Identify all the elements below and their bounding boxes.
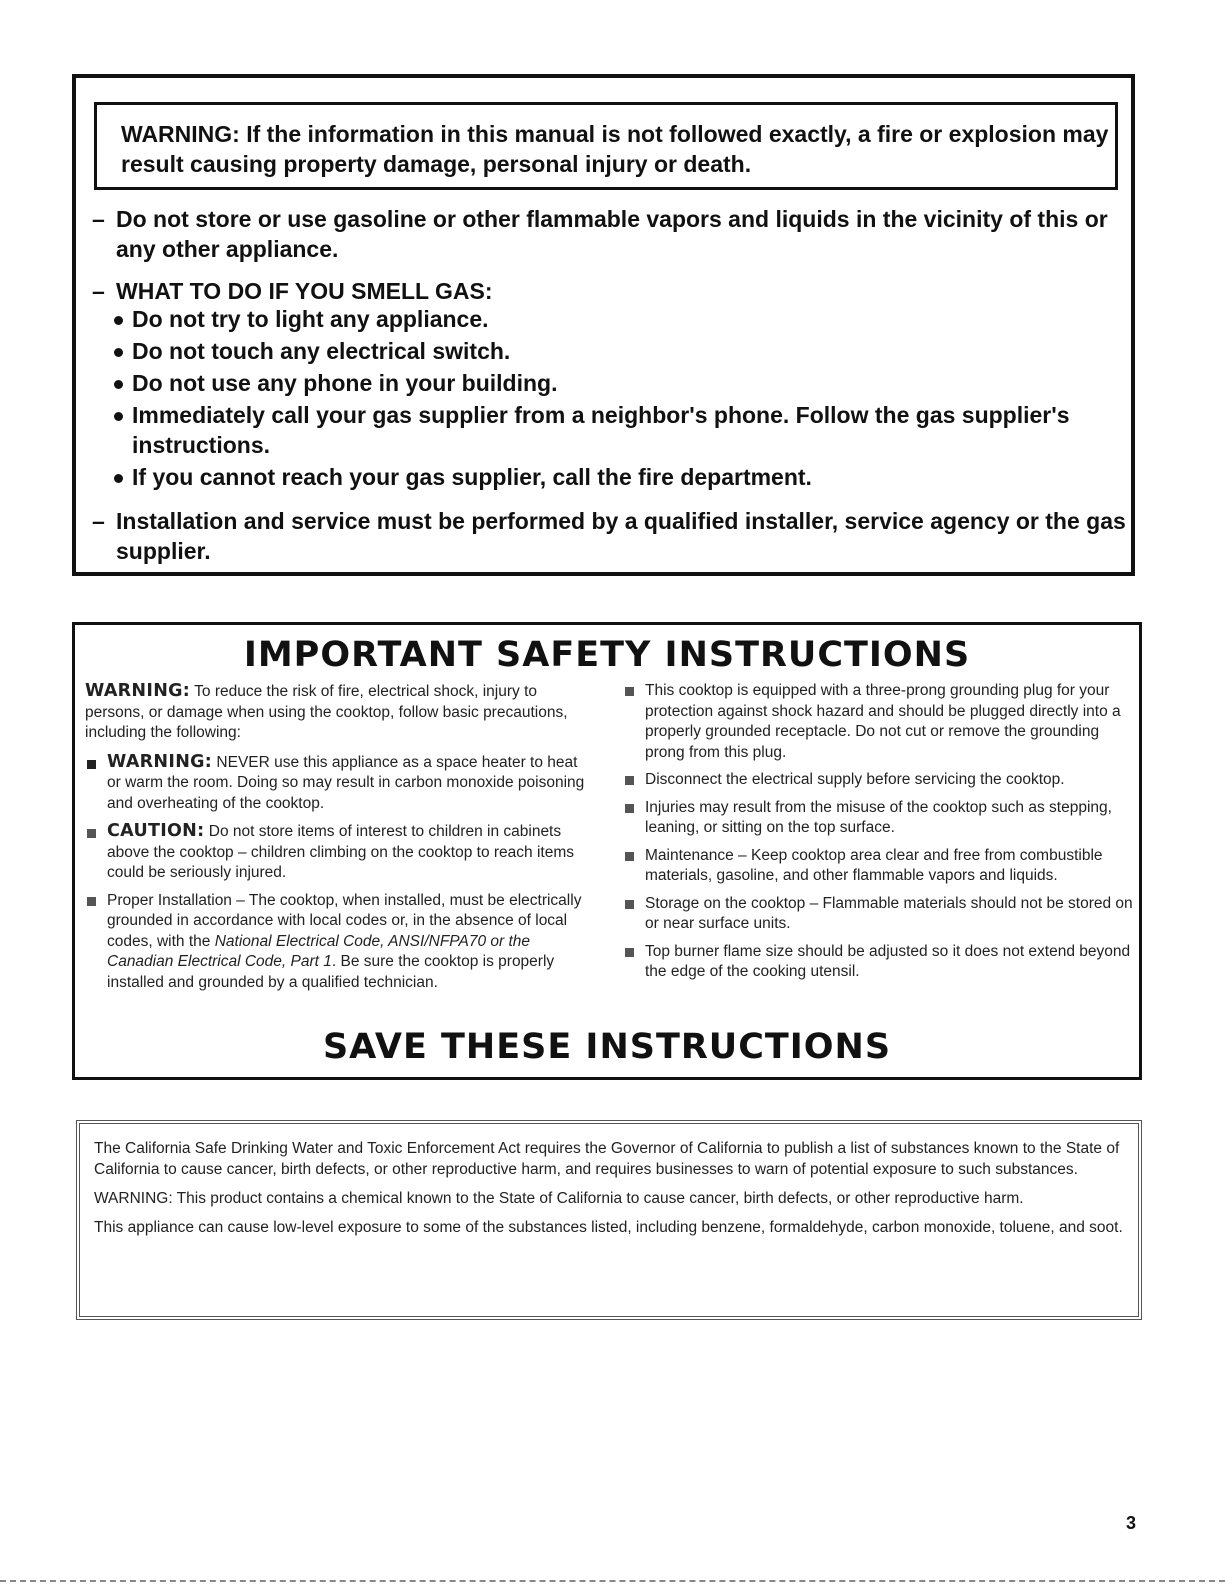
list-item: Maintenance – Keep cooktop area clear and free from combustible materials, gasoline, and other flammable vapors and liquids. (623, 846, 1133, 887)
safety-title: IMPORTANT SAFETY INSTRUCTIONS (243, 635, 971, 675)
bullet-icon (114, 474, 123, 483)
prop65-paragraph: The California Safe Drinking Water and Toxic Enforcement Act requires the Governor of California to publish a list of substances known to the State of California to cause cancer, birth defects, or other reproductive harm, and requires businesses to warn of potential exposure to such substances. (94, 1140, 1120, 1178)
square-bullet-icon (625, 900, 634, 909)
dash-item-text: Installation and service must be performed by a qualified installer, service agency or the gas supplier. (116, 508, 1126, 564)
list-item: Immediately call your gas supplier from a neighbor's phone. Follow the gas supplier's instructions. (92, 400, 1132, 460)
bullet-icon (114, 380, 123, 389)
square-bullet-icon (625, 804, 634, 813)
safety-intro: WARNING: To reduce the risk of fire, electrical shock, injury to persons, or damage when using the cooktop, follow basic precautions, including the following: (85, 681, 568, 741)
dash-item: – WHAT TO DO IF YOU SMELL GAS: (92, 278, 493, 304)
square-bullet-icon (625, 852, 634, 861)
list-item: Disconnect the electrical supply before servicing the cooktop. (623, 770, 1133, 791)
prop65-notice (76, 1120, 1142, 1320)
safety-instructions-box (72, 622, 1142, 1080)
dash-item-text: Do not store or use gasoline or other flammable vapors and liquids in the vicinity of this or any other appliance. (116, 206, 1108, 262)
list-item: Storage on the cooktop – Flammable materials should not be stored on or near surface units. (623, 894, 1133, 935)
square-bullet-icon (625, 948, 634, 957)
list-item: If you cannot reach your gas supplier, call the fire department. (92, 462, 1132, 492)
page-bottom-rule (0, 1580, 1225, 1582)
gas-warning-body (92, 204, 1132, 578)
list-item: Do not touch any electrical switch. (92, 336, 1132, 366)
dash-item: – Do not store or use gasoline or other flammable vapors and liquids in the vicinity of this or any other appliance. (92, 206, 1108, 262)
gas-warning-headline: WARNING: If the information in this manual is not followed exactly, a fire or explosion may result causing property damage, personal injury or death. (94, 102, 1118, 190)
square-bullet-icon (625, 687, 634, 696)
square-bullet-icon (87, 829, 96, 838)
list-item: Do not use any phone in your building. (92, 368, 1132, 398)
safety-right-column (623, 681, 1133, 990)
list-item: Injuries may result from the misuse of the cooktop such as stepping, leaning, or sitting on the top surface. (623, 798, 1133, 839)
bullet-icon (114, 316, 123, 325)
square-bullet-icon (625, 776, 634, 785)
prop65-paragraph: This appliance can cause low-level exposure to some of the substances listed, including benzene, formaldehyde, carbon monoxide, toluene, and soot. (94, 1219, 1123, 1236)
list-item: Top burner flame size should be adjusted so it does not extend beyond the edge of the cooking utensil. (623, 942, 1133, 983)
safety-left-column (85, 681, 595, 1000)
list-item: Do not try to light any appliance. (92, 304, 1132, 334)
list-item: Proper Installation – The cooktop, when installed, must be electrically grounded in accordance with local codes or, in the absence of local codes, with the National Electrical Code, ANSI/NFPA70 or the Canadian Electrical Code, Part 1. Be sure the cooktop is properly installed and grounded by a qualified technician. (85, 891, 595, 994)
smell-gas-steps (92, 304, 1132, 492)
electrical-code-reference: National Electrical Code, ANSI/NFPA70 or the Canadian Electrical Code, Part 1 (107, 932, 531, 970)
square-bullet-icon (87, 760, 96, 769)
list-item: CAUTION: Do not store items of interest to children in cabinets above the cooktop – children climbing on the cooktop to reach items could be seriously injured. (85, 821, 595, 884)
list-item: WARNING: NEVER use this appliance as a space heater to heat or warm the room. Doing so may result in carbon monoxide poisoning and overheating of the cooktop. (85, 752, 595, 815)
smell-gas-heading: WHAT TO DO IF YOU SMELL GAS: (116, 278, 493, 304)
page-number: 3 (1126, 1513, 1137, 1533)
bullet-icon (114, 348, 123, 357)
dash-item: – Installation and service must be performed by a qualified installer, service agency or the gas supplier. (92, 508, 1126, 564)
prop65-warning: WARNING: This product contains a chemical known to the State of California to cause cancer, birth defects, or other reproductive harm. (94, 1190, 1024, 1207)
save-instructions-title: SAVE THESE INSTRUCTIONS (322, 1027, 892, 1067)
square-bullet-icon (87, 897, 96, 906)
bullet-icon (114, 412, 123, 421)
list-item: This cooktop is equipped with a three-prong grounding plug for your protection against shock hazard and should be plugged directly into a properly grounded receptacle. Do not cut or remove the grounding prong from this plug. (623, 681, 1133, 763)
